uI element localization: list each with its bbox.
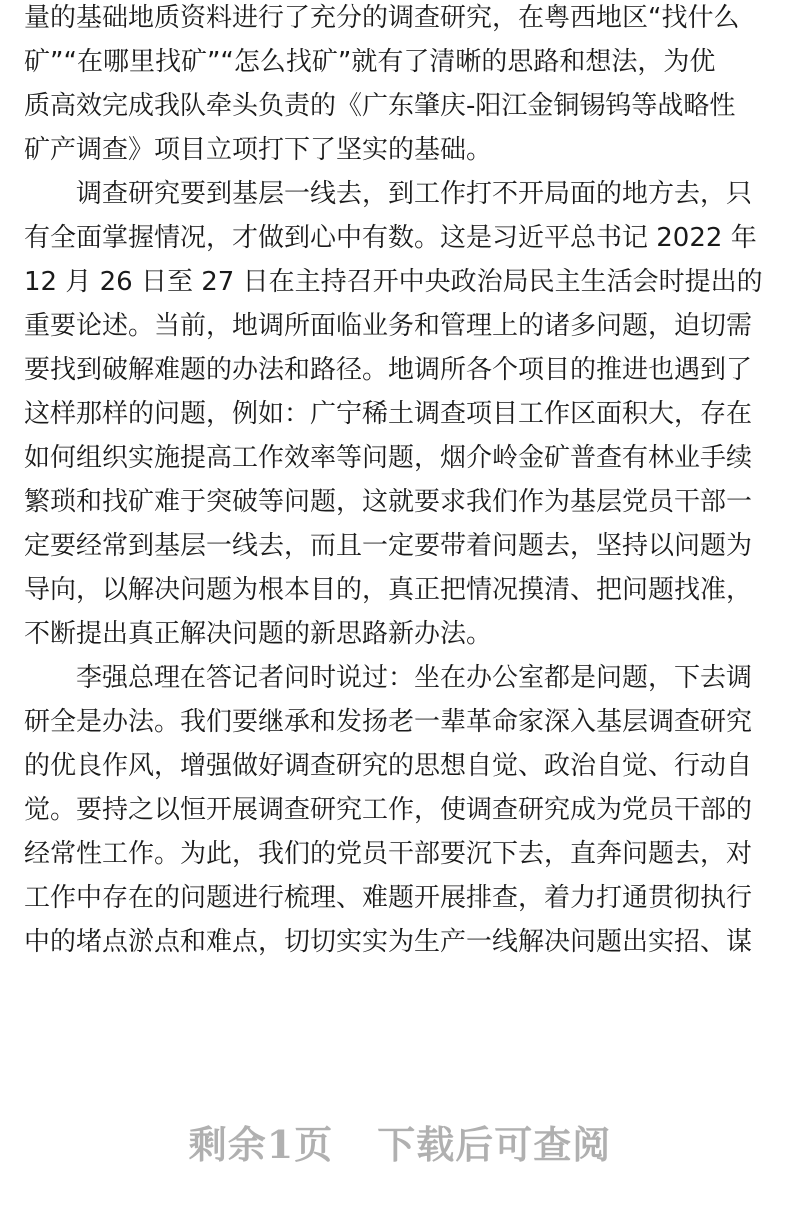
text-line: 繁琐和找矿难于突破等问题，这就要求我们作为基层党员干部一 (24, 487, 753, 517)
text-line: 李强总理在答记者问时说过：坐在办公室都是问题，下去调 (76, 663, 753, 693)
text-line: 量的基础地质资料进行了充分的调查研究，在粤西地区“找什么 (24, 3, 740, 33)
text-line: 有全面掌握情况，才做到心中有数。这是习近平总书记 2022 年 (24, 223, 757, 253)
text-line: 要找到破解难题的办法和路径。地调所各个项目的推进也遇到了 (24, 355, 753, 385)
remaining-pages-label: 剩余1页 (188, 1122, 334, 1167)
text-line: 导向，以解决问题为根本目的，真正把情况摸清、把问题找准， (24, 575, 753, 605)
text-line: 12 月 26 日至 27 日在主持召开中央政治局民主生活会时提出的 (24, 267, 763, 297)
text-line: 工作中存在的问题进行梳理、难题开展排查，着力打通贯彻执行 (24, 883, 753, 913)
text-line: 矿产调查》项目立项打下了坚实的基础。 (24, 135, 493, 165)
text-line: 重要论述。当前，地调所面临业务和管理上的诸多问题，迫切需 (24, 311, 753, 341)
text-line: 觉。要持之以恒开展调查研究工作，使调查研究成为党员干部的 (24, 795, 753, 825)
text-line: 不断提出真正解决问题的新思路新办法。 (24, 619, 493, 649)
text-line: 的优良作风，增强做好调查研究的思想自觉、政治自觉、行动自 (24, 751, 753, 781)
text-line: 这样那样的问题，例如：广宁稀土调查项目工作区面积大，存在 (24, 399, 753, 429)
text-line: 质高效完成我队牵头负责的《广东肇庆-阳江金铜锡钨等战略性 (24, 91, 736, 121)
text-line: 矿”“在哪里找矿”“怎么找矿”就有了清晰的思路和想法，为优 (24, 47, 716, 77)
text-line: 研全是办法。我们要继承和发扬老一辈革命家深入基层调查研究 (24, 707, 753, 737)
download-to-view-label: 下载后可查阅 (377, 1122, 612, 1167)
text-line: 中的堵点淤点和难点，切切实实为生产一线解决问题出实招、谋 (24, 927, 753, 957)
text-line: 调查研究要到基层一线去，到工作打不开局面的地方去，只 (76, 179, 753, 209)
text-line: 经常性工作。为此，我们的党员干部要沉下去，直奔问题去，对 (24, 839, 753, 869)
download-prompt[interactable] (0, 1110, 800, 1180)
text-line: 定要经常到基层一线去，而且一定要带着问题去，坚持以问题为 (24, 531, 753, 561)
text-line: 如何组织实施提高工作效率等问题，烟介岭金矿普查有林业手续 (24, 443, 753, 473)
